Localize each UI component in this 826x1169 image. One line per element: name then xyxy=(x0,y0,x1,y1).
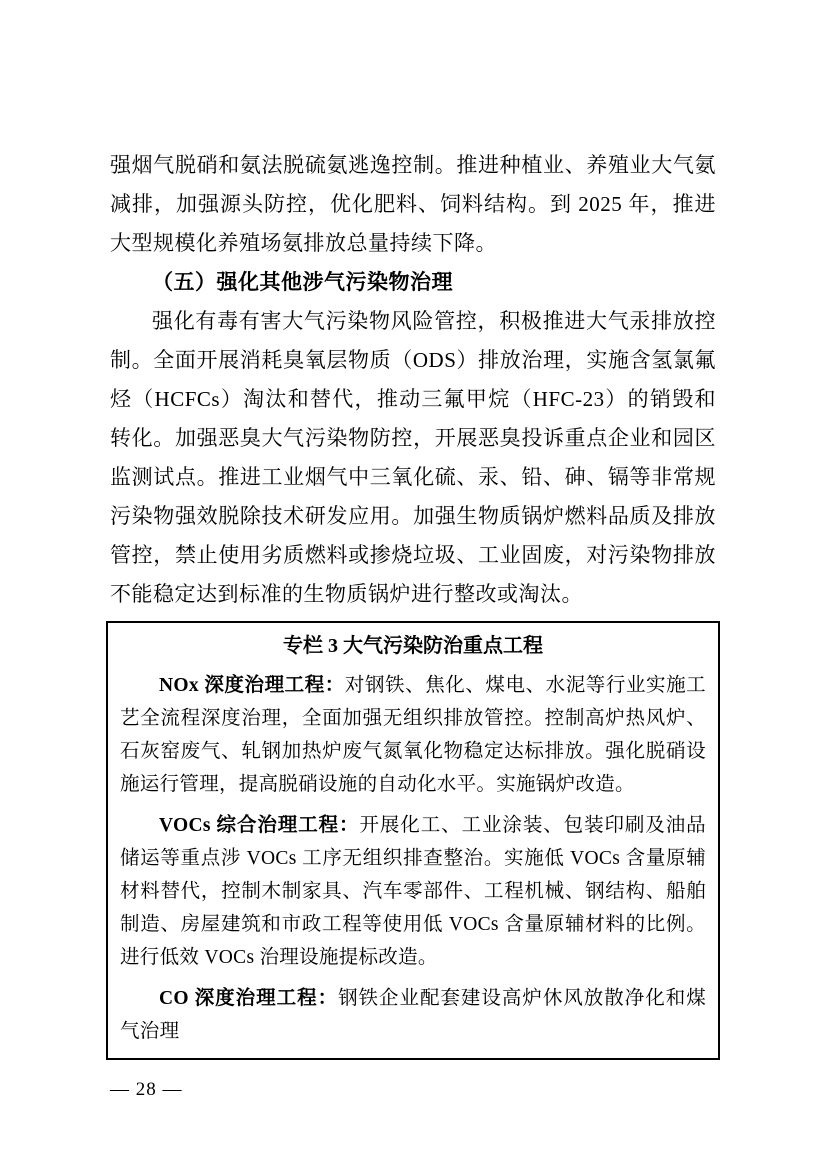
page-content xyxy=(110,146,716,1060)
highlight-box-projects xyxy=(106,621,720,1060)
body-paragraph: 强化有毒有害大气污染物风险管控，积极推进大气汞排放控制。全面开展消耗臭氧层物质（ODS）排放治理，实施含氢氯氟烃（HCFCs）淘汰和替代，推动三氟甲烷（HFC-23）的销毁和转化。加强恶臭大气污染物防控，开展恶臭投诉重点企业和园区监测试点。推进工业烟气中三氧化硫、汞、铅、砷、镉等非常规污染物强效脱除技术研发应用。加强生物质锅炉燃料品质及排放管控，禁止使用劣质燃料或掺烧垃圾、工业固废，对污染物排放不能稳定达到标准的生物质锅炉进行整改或淘汰。 xyxy=(110,309,716,606)
box-item-vocs xyxy=(120,809,706,974)
section-heading: （五）强化其他涉气污染物治理 xyxy=(152,270,453,294)
box-item-co xyxy=(120,982,706,1048)
box-item-text: 开展化工、工业涂装、包装印刷及油品储运等重点涉 VOCs 工序无组织排查整治。实施低 VOCs 含量原辅材料替代，控制木制家具、汽车零部件、工程机械、钢结构、船舶制造、房屋建筑和市政工程等使用低 VOCs 含量原辅材料的比例。进行低效 VOCs 治理设施提标改造。 xyxy=(120,815,706,968)
box-item-text: 钢铁企业配套建设高炉休风放散净化和煤气治理 xyxy=(120,988,707,1042)
box-item-label: VOCs 综合治理工程： xyxy=(159,815,360,836)
box-title: 专栏 3 大气污染防治重点工程 xyxy=(283,635,543,657)
box-item-nox xyxy=(120,669,706,801)
box-item-text: 对钢铁、焦化、煤电、水泥等行业实施工艺全流程深度治理，全面加强无组织排放管控。控制高炉热风炉、石灰窑废气、轧钢加热炉废气氮氧化物稳定达标排放。强化脱硝设施运行管理，提高脱硝设施的自动化水平。实施锅炉改造。 xyxy=(120,675,706,795)
box-item-label: NOx 深度治理工程： xyxy=(159,675,345,696)
body-paragraph-continued: 强烟气脱硝和氨法脱硫氨逃逸控制。推进种植业、养殖业大气氨减排，加强源头防控，优化肥料、饲料结构。到 2025 年，推进大型规模化养殖场氨排放总量持续下降。 xyxy=(110,153,716,255)
box-item-label: CO 深度治理工程： xyxy=(159,988,339,1009)
page-number: — 28 — xyxy=(110,1079,183,1100)
